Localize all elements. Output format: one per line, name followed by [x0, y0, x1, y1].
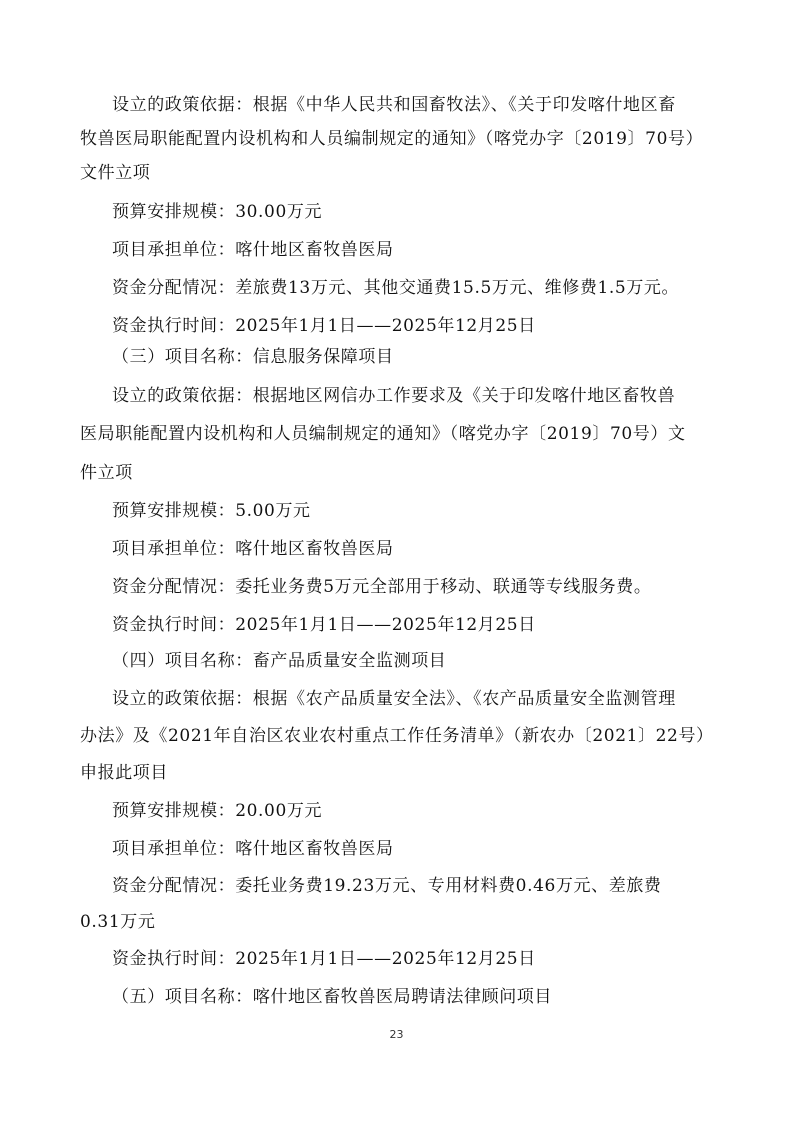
- policy-basis-line-cont: 文件立项: [80, 163, 151, 183]
- execution-period-line: 资金执行时间：2025年1月1日——2025年12月25日: [112, 316, 536, 336]
- execution-period-line: 资金执行时间：2025年1月1日——2025年12月25日: [112, 949, 536, 969]
- policy-basis-line-cont: 申报此项目: [80, 763, 168, 783]
- policy-basis-line-cont: 牧兽医局职能配置内设机构和人员编制规定的通知》（喀党办字〔2019〕70号）: [80, 129, 704, 149]
- responsible-unit-line: 项目承担单位：喀什地区畜牧兽医局: [112, 839, 394, 859]
- responsible-unit-line: 项目承担单位：喀什地区畜牧兽医局: [112, 240, 394, 260]
- policy-basis-line-cont: 件立项: [80, 463, 133, 483]
- section-heading-4: （四）项目名称：畜产品质量安全监测项目: [112, 651, 447, 671]
- responsible-unit-line: 项目承担单位：喀什地区畜牧兽医局: [112, 539, 394, 559]
- fund-allocation-line: 资金分配情况：委托业务费19.23万元、专用材料费0.46万元、差旅费: [112, 876, 662, 896]
- policy-basis-line-cont: 办法》及《2021年自治区农业农村重点工作任务清单》（新农办〔2021〕22号）: [80, 726, 714, 746]
- budget-scale-line: 预算安排规模：5.00万元: [112, 501, 311, 521]
- policy-basis-line: 设立的政策依据：根据《农产品质量安全法》、《农产品质量安全监测管理: [112, 689, 676, 709]
- section-heading-3: （三）项目名称：信息服务保障项目: [112, 347, 394, 367]
- policy-basis-line-cont: 医局职能配置内设机构和人员编制规定的通知》（喀党办字〔2019〕70号）文: [80, 424, 686, 444]
- policy-basis-line: 设立的政策依据：根据《中华人民共和国畜牧法》、《关于印发喀什地区畜: [112, 95, 676, 115]
- fund-allocation-line: 资金分配情况：差旅费13万元、其他交通费15.5万元、维修费1.5万元。: [112, 278, 680, 298]
- fund-allocation-line-cont: 0.31万元: [80, 912, 156, 932]
- policy-basis-line: 设立的政策依据：根据地区网信办工作要求及《关于印发喀什地区畜牧兽: [112, 386, 676, 406]
- budget-scale-line: 预算安排规模：30.00万元: [112, 202, 323, 222]
- section-heading-5: （五）项目名称：喀什地区畜牧兽医局聘请法律顾问项目: [112, 987, 552, 1007]
- fund-allocation-line: 资金分配情况：委托业务费5万元全部用于移动、联通等专线服务费。: [112, 577, 652, 597]
- execution-period-line: 资金执行时间：2025年1月1日——2025年12月25日: [112, 615, 536, 635]
- budget-scale-line: 预算安排规模：20.00万元: [112, 801, 323, 821]
- page-number: 23: [389, 1028, 404, 1041]
